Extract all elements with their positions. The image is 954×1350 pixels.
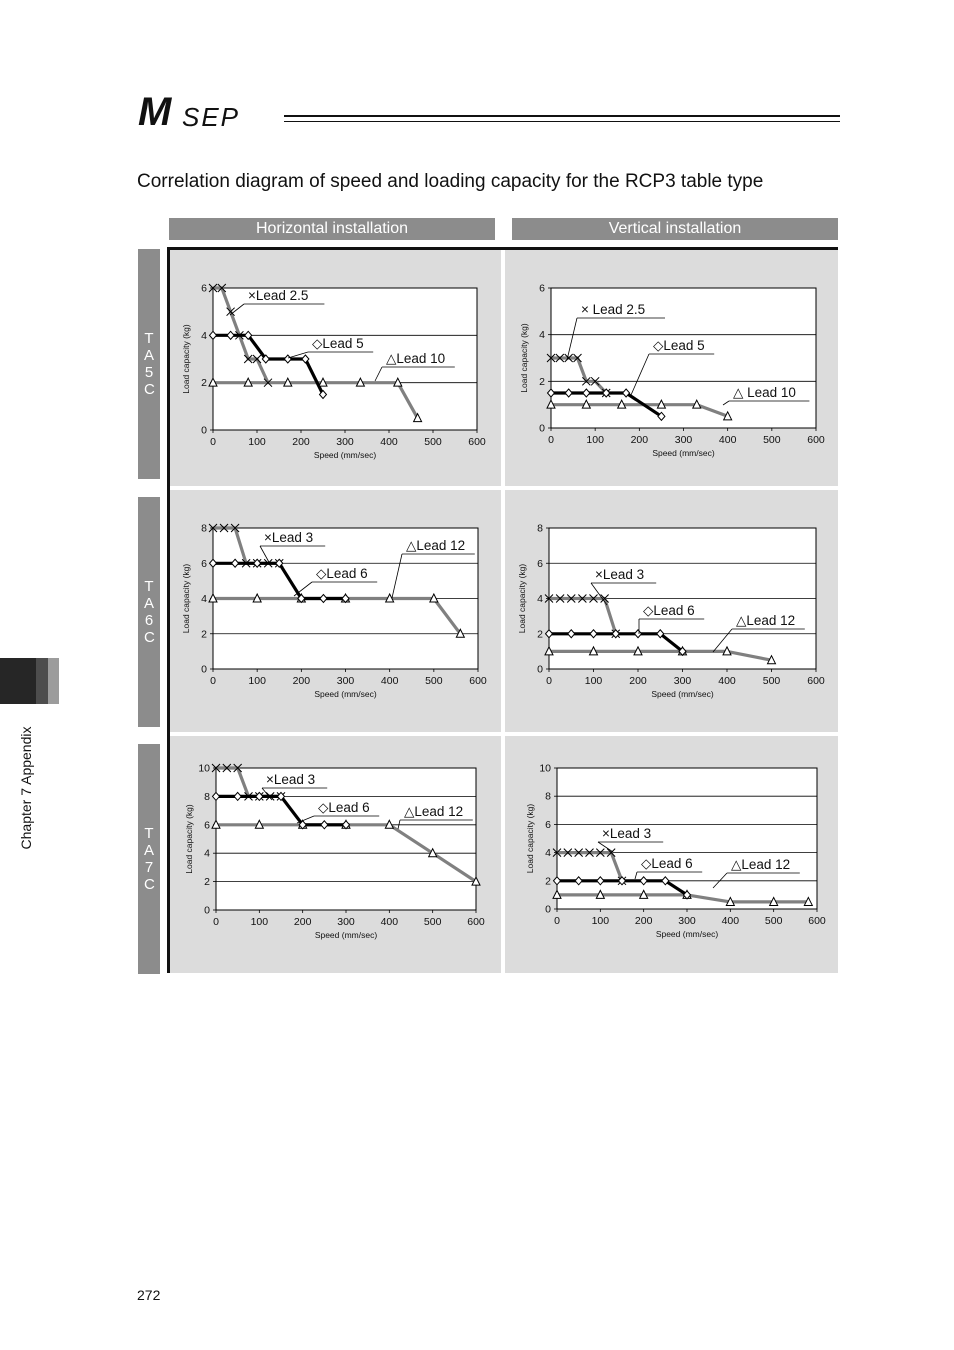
row-label-ta7c: [138, 744, 160, 974]
chart-panel-ta5c-vertical: [505, 250, 838, 486]
y-tick-label: 6: [539, 282, 545, 295]
x-tick-label: 200: [630, 434, 649, 446]
row-label-ta7c-text: TA7C: [144, 825, 155, 893]
logo-sep-text: SEP: [182, 102, 241, 132]
x-axis-label: Speed (mm/sec): [314, 689, 377, 699]
column-header-horizontal: Horizontal installation: [169, 218, 495, 240]
y-tick-label: 4: [201, 593, 207, 605]
series-label: △Lead 12: [404, 804, 464, 819]
chart-ta5c-vertical: [505, 250, 838, 486]
x-tick-label: 600: [469, 675, 487, 687]
x-tick-label: 0: [213, 916, 219, 928]
x-axis-label: Speed (mm/sec): [652, 448, 715, 458]
y-axis-label: Load capacity (kg): [517, 563, 527, 634]
series-label: △ Lead 10: [733, 385, 796, 400]
y-tick-label: 2: [201, 377, 207, 390]
x-tick-label: 100: [584, 675, 603, 687]
series-label: ◇Lead 6: [318, 800, 370, 815]
x-axis-label: Speed (mm/sec): [313, 450, 377, 460]
y-tick-label: 10: [539, 762, 551, 775]
x-tick-label: 400: [380, 436, 398, 448]
x-tick-label: 100: [591, 915, 610, 927]
y-tick-label: 2: [537, 628, 543, 641]
row-label-ta5c: [138, 249, 160, 479]
y-tick-label: 2: [204, 876, 210, 889]
x-tick-label: 100: [248, 675, 266, 687]
x-tick-label: 200: [629, 675, 647, 687]
y-tick-label: 4: [201, 329, 207, 342]
y-tick-label: 4: [537, 593, 543, 605]
series-label: ◇Lead 6: [316, 566, 368, 581]
y-tick-label: 0: [539, 422, 545, 435]
logo-m-text: M: [138, 90, 171, 134]
x-tick-label: 0: [210, 436, 216, 448]
x-tick-label: 0: [548, 434, 554, 446]
series-label: ×Lead 3: [264, 530, 314, 545]
x-tick-label: 500: [423, 916, 442, 928]
row-label-ta5c-text: TA5C: [144, 330, 155, 398]
chart-panel-ta7c-vertical: [505, 736, 838, 973]
y-tick-label: 0: [201, 424, 207, 437]
x-tick-label: 0: [210, 675, 216, 687]
y-tick-label: 0: [201, 663, 207, 676]
y-axis-label: Load capacity (kg): [519, 323, 529, 393]
chart-ta6c-vertical: [505, 490, 838, 732]
page-title: Correlation diagram of speed and loading capacity for the RCP3 table type: [137, 171, 764, 192]
header-rule-thin: [284, 121, 840, 122]
x-tick-label: 400: [718, 434, 737, 446]
x-tick-label: 300: [336, 436, 354, 448]
row-label-ta6c: [138, 497, 160, 727]
chart-panel-ta6c-horizontal: [170, 490, 501, 732]
series-label: ×Lead 3: [266, 772, 316, 787]
chart-ta7c-horizontal: [170, 736, 501, 973]
series-label: ◇Lead 5: [653, 338, 705, 353]
x-tick-label: 500: [762, 675, 781, 687]
y-tick-label: 8: [204, 790, 210, 803]
series-label: ×Lead 3: [595, 567, 645, 582]
x-tick-label: 0: [554, 915, 560, 927]
series-label: ◇Lead 5: [312, 336, 364, 351]
x-tick-label: 200: [292, 675, 311, 687]
y-tick-label: 4: [204, 847, 210, 860]
x-tick-label: 400: [718, 675, 736, 687]
chapter-tab-mid: [36, 658, 48, 704]
x-tick-label: 300: [336, 675, 355, 687]
chart-ta6c-horizontal: [170, 490, 501, 732]
y-axis-label: Load capacity (kg): [181, 563, 191, 634]
chart-ta5c-horizontal: [170, 250, 501, 486]
y-tick-label: 8: [537, 522, 543, 535]
x-tick-label: 600: [467, 916, 485, 928]
chapter-tab-dark: [0, 658, 36, 704]
x-tick-label: 600: [808, 915, 826, 927]
y-tick-label: 6: [204, 819, 210, 832]
chart-panel-ta6c-vertical: [505, 490, 838, 732]
x-tick-label: 100: [250, 916, 269, 928]
chart-ta7c-vertical: [505, 736, 838, 973]
x-axis-label: Speed (mm/sec): [651, 689, 714, 699]
x-tick-label: 500: [425, 675, 443, 687]
x-tick-label: 400: [380, 916, 399, 928]
y-tick-label: 8: [545, 790, 551, 803]
plot-area: [557, 768, 817, 909]
chapter-tab-light: [48, 658, 59, 704]
x-tick-label: 500: [763, 434, 781, 446]
x-axis-label: Speed (mm/sec): [655, 929, 719, 939]
y-tick-label: 6: [545, 818, 551, 831]
x-tick-label: 200: [634, 915, 653, 927]
y-tick-label: 4: [539, 329, 545, 342]
series-label: △Lead 10: [386, 351, 446, 366]
page-number: 272: [137, 1287, 161, 1303]
y-axis-label: Load capacity (kg): [181, 324, 191, 394]
y-tick-label: 0: [545, 903, 551, 916]
y-tick-label: 4: [545, 847, 551, 860]
y-tick-label: 0: [537, 663, 543, 676]
x-tick-label: 0: [546, 675, 552, 687]
column-header-vertical: Vertical installation: [512, 218, 838, 240]
y-tick-label: 2: [545, 875, 551, 888]
y-tick-label: 10: [198, 762, 210, 775]
x-tick-label: 500: [424, 436, 442, 448]
series-label: ◇Lead 6: [643, 603, 695, 618]
chart-panel-ta5c-horizontal: [170, 250, 501, 486]
x-tick-label: 400: [380, 675, 399, 687]
x-tick-label: 300: [674, 434, 693, 446]
x-tick-label: 600: [468, 436, 486, 448]
y-axis-label: Load capacity (kg): [525, 803, 535, 874]
series-label: △Lead 12: [736, 613, 796, 628]
x-tick-label: 100: [248, 436, 266, 448]
x-tick-label: 300: [673, 675, 692, 687]
x-tick-label: 200: [292, 436, 310, 448]
row-label-ta6c-text: TA6C: [144, 578, 155, 646]
series-label: △Lead 12: [406, 538, 466, 553]
x-tick-label: 300: [337, 916, 355, 928]
y-tick-label: 0: [204, 904, 210, 917]
x-axis-label: Speed (mm/sec): [314, 930, 378, 940]
y-tick-label: 6: [537, 557, 543, 570]
y-axis-label: Load capacity (kg): [184, 804, 194, 874]
x-tick-label: 600: [807, 675, 825, 687]
series-label: △Lead 12: [731, 857, 791, 872]
y-tick-label: 6: [201, 557, 207, 570]
chart-panel-ta7c-horizontal: [170, 736, 501, 973]
x-tick-label: 500: [764, 915, 783, 927]
series-label: × Lead 2.5: [581, 302, 646, 317]
x-tick-label: 100: [586, 434, 604, 446]
msep-logo: [138, 92, 278, 132]
x-tick-label: 400: [721, 915, 740, 927]
series-label: ×Lead 2.5: [248, 288, 309, 303]
x-tick-label: 600: [807, 434, 825, 446]
series-label: ×Lead 3: [602, 826, 652, 841]
y-tick-label: 8: [201, 522, 207, 535]
plot-area: [216, 768, 476, 910]
x-tick-label: 300: [678, 915, 696, 927]
header-rule: [284, 115, 840, 117]
y-tick-label: 2: [201, 628, 207, 641]
y-tick-label: 6: [201, 282, 207, 295]
x-tick-label: 200: [293, 916, 312, 928]
series-label: ◇Lead 6: [641, 856, 693, 871]
y-tick-label: 2: [539, 375, 545, 388]
chapter-label: Chapter 7 Appendix: [18, 726, 34, 850]
